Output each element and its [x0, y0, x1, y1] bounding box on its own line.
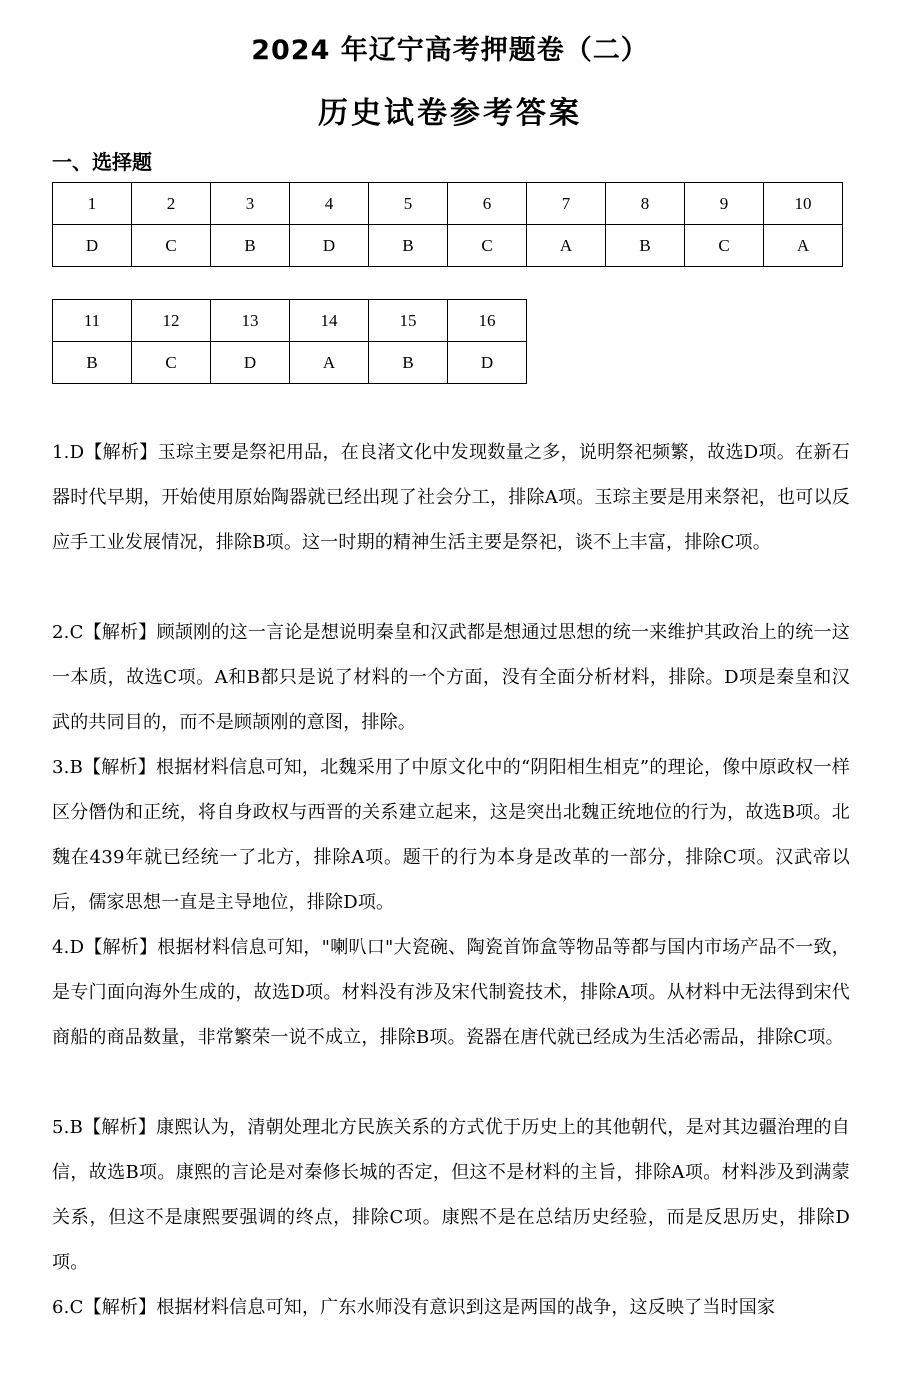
- explanation-paragraph: 1.D【解析】玉琮主要是祭祀用品，在良渚文化中发现数量之多，说明祭祀频繁，故选D项。在新石器时代早期，开始使用原始陶器就已经出现了社会分工，排除A项。玉琮主要是用来祭祀，也可以反应手工业发展情况，排除B项。这一时期的精神生活主要是祭祀，谈不上丰富，排除C项。: [52, 442, 850, 553]
- document-title: 2024 年辽宁高考押题卷（二）: [251, 35, 649, 66]
- answer-cell: B: [369, 225, 448, 267]
- answer-table-1-answer-row: [53, 225, 843, 267]
- explanation-paragraph: 2.C【解析】顾颉刚的这一言论是想说明秦皇和汉武都是想通过思想的统一来维护其政治上的统一这一本质，故选C项。A和B都只是说了材料的一个方面，没有全面分析材料，排除。D项是秦皇和汉武的共同目的，而不是顾颉刚的意图，排除。: [52, 622, 850, 733]
- answer-table-1-number-row: [53, 183, 843, 225]
- question-number: 9: [685, 183, 764, 225]
- question-number: 14: [290, 300, 369, 342]
- explanation-paragraph: 4.D【解析】根据材料信息可知，"喇叭口"大瓷碗、陶瓷首饰盒等物品等都与国内市场产品不一致，是专门面向海外生成的，故选D项。材料没有涉及宋代制瓷技术，排除A项。从材料中无法得到宋代商船的商品数量，非常繁荣一说不成立，排除B项。瓷器在唐代就已经成为生活必需品，排除C项。: [52, 937, 850, 1048]
- question-number: 13: [211, 300, 290, 342]
- answer-cell: A: [764, 225, 843, 267]
- answer-cell: B: [369, 342, 448, 384]
- answer-table-1: [52, 182, 843, 267]
- answer-cell: D: [53, 225, 132, 267]
- answer-cell: B: [606, 225, 685, 267]
- question-number: 3: [211, 183, 290, 225]
- question-number: 16: [448, 300, 527, 342]
- document-subtitle: 历史试卷参考答案: [318, 96, 582, 131]
- answer-table-2-number-row: [53, 300, 527, 342]
- answer-cell: A: [527, 225, 606, 267]
- question-number: 7: [527, 183, 606, 225]
- answer-table-2-answer-row: [53, 342, 527, 384]
- answer-cell: D: [290, 225, 369, 267]
- answer-cell: C: [132, 225, 211, 267]
- question-number: 5: [369, 183, 448, 225]
- explanation-paragraph: 6.C【解析】根据材料信息可知，广东水师没有意识到这是两国的战争，这反映了当时国家: [52, 1297, 776, 1318]
- question-number: 4: [290, 183, 369, 225]
- answer-cell: B: [53, 342, 132, 384]
- answer-cell: C: [685, 225, 764, 267]
- section-heading-choice: 一、选择题: [52, 150, 152, 174]
- question-number: 12: [132, 300, 211, 342]
- answer-cell: C: [448, 225, 527, 267]
- question-number: 2: [132, 183, 211, 225]
- question-number: 10: [764, 183, 843, 225]
- answer-table-2: [52, 299, 527, 384]
- answer-cell: B: [211, 225, 290, 267]
- question-number: 1: [53, 183, 132, 225]
- explanation-paragraph: 3.B【解析】根据材料信息可知，北魏采用了中原文化中的“阴阳相生相克”的理论，像中原政权一样区分僭伪和正统，将自身政权与西晋的关系建立起来，这是突出北魏正统地位的行为，故选B项。北魏在439年就已经统一了北方，排除A项。题干的行为本身是改革的一部分，排除C项。汉武帝以后，儒家思想一直是主导地位，排除D项。: [52, 757, 850, 913]
- question-number: 11: [53, 300, 132, 342]
- answer-cell: A: [290, 342, 369, 384]
- question-number: 6: [448, 183, 527, 225]
- question-number: 8: [606, 183, 685, 225]
- explanation-paragraph: 5.B【解析】康熙认为，清朝处理北方民族关系的方式优于历史上的其他朝代，是对其边疆治理的自信，故选B项。康熙的言论是对秦修长城的否定，但这不是材料的主旨，排除A项。材料涉及到满蒙关系，但这不是康熙要强调的终点，排除C项。康熙不是在总结历史经验，而是反思历史，排除D项。: [52, 1117, 850, 1273]
- answer-cell: D: [448, 342, 527, 384]
- answer-cell: D: [211, 342, 290, 384]
- answer-cell: C: [132, 342, 211, 384]
- question-number: 15: [369, 300, 448, 342]
